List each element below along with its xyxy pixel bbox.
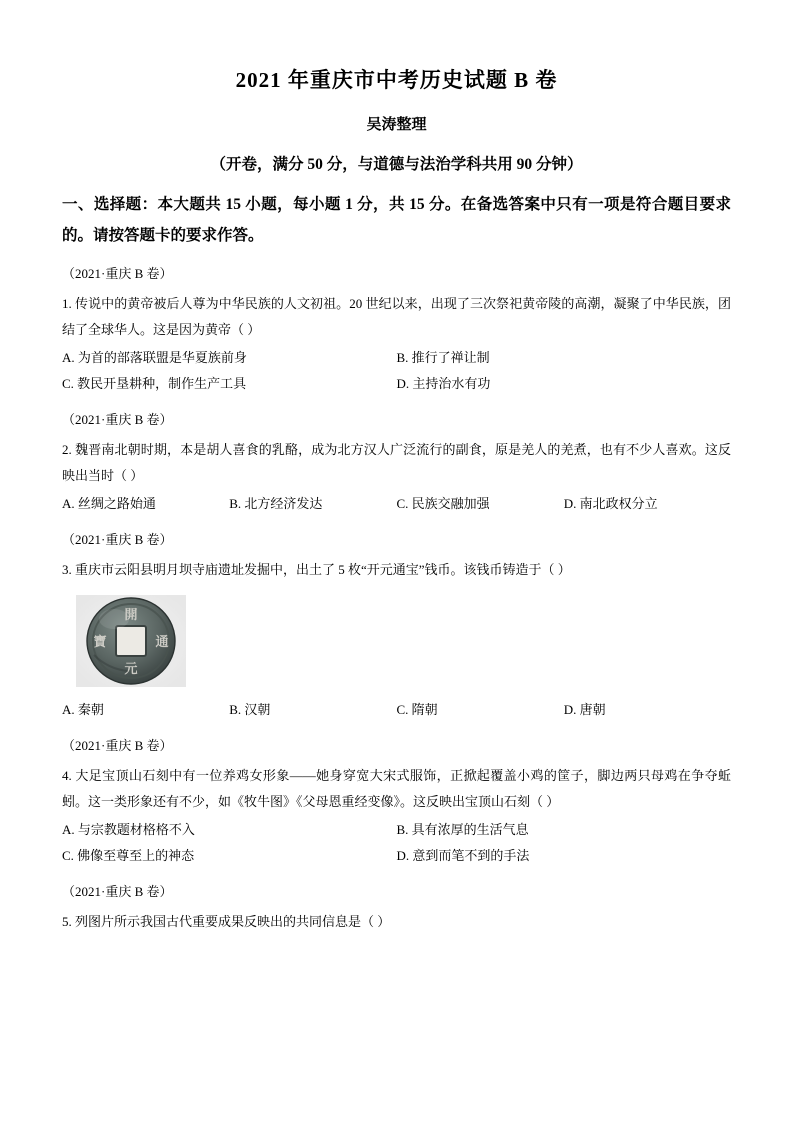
question-options-1 [62,345,731,397]
question-stem-1: 1. 传说中的黄帝被后人尊为中华民族的人文初祖。20 世纪以来，出现了三次祭祀黄帝陵的高潮，凝聚了中华民族，团结了全球华人。这是因为黄帝（ ） [62,295,731,337]
question-source-2: （2021·重庆 B 卷） [62,411,173,427]
question-source-4: （2021·重庆 B 卷） [62,737,173,753]
svg-text:元: 元 [124,660,138,676]
option-2-A[interactable]: A. 丝绸之路始通 [62,495,156,511]
question-options-4 [62,817,731,869]
question-stem-2: 2. 魏晋南北朝时期，本是胡人喜食的乳酪，成为北方汉人广泛流行的副食，原是羌人的羌煮，也有不少人喜欢。这反映出当时（ ） [62,441,731,483]
option-4-B[interactable]: B. 具有浓厚的生活气息 [396,821,529,837]
option-1-A[interactable]: A. 为首的部落联盟是华夏族前身 [62,349,247,365]
section-heading-multiple-choice: 一、选择题：本大题共 15 小题，每小题 1 分，共 15 分。在备选答案中只有一项是符合题目要求的。请按答题卡的要求作答。 [62,196,731,244]
question-source-1: （2021·重庆 B 卷） [62,265,173,281]
option-2-D[interactable]: D. 南北政权分立 [563,495,658,511]
question-source-3: （2021·重庆 B 卷） [62,531,173,547]
question-stem-4: 4. 大足宝顶山石刻中有一位养鸡女形象——她身穿宽大宋式服饰，正掀起覆盖小鸡的筐子，脚边两只母鸡在争夺蚯蚓。这一类形象还有不少，如《牧牛图》《父母恩重经变像》。这反映出宝顶山石刻（ ） [62,767,731,809]
question-stem-5: 5. 列图片所示我国古代重要成果反映出的共同信息是（ ） [62,913,391,929]
question-stem-3: 3. 重庆市云阳县明月坝寺庙遗址发掘中，出土了 5 枚“开元通宝”钱币。该钱币铸造于（ ） [62,561,571,577]
kaiyuan-tongbao-coin-photo [76,595,731,687]
svg-text:通: 通 [155,633,169,649]
question-options-3 [62,697,731,723]
option-1-D[interactable]: D. 主持治水有功 [396,375,491,391]
question-options-2 [62,491,731,517]
document-author: 吴涛整理 [366,117,427,134]
option-1-B[interactable]: B. 推行了禅让制 [396,349,490,365]
option-1-C[interactable]: C. 教民开垦耕种，制作生产工具 [62,375,247,391]
option-3-D[interactable]: D. 唐朝 [563,701,606,717]
document-subtitle: （开卷，满分 50 分，与道德与法治学科共用 90 分钟） [210,156,583,174]
svg-text:寶: 寶 [93,633,107,649]
question-source-5: （2021·重庆 B 卷） [62,883,173,899]
option-3-B[interactable]: B. 汉朝 [229,701,271,717]
option-3-C[interactable]: C. 隋朝 [396,701,438,717]
option-2-C[interactable]: C. 民族交融加强 [396,495,490,511]
option-4-A[interactable]: A. 与宗教题材格格不入 [62,821,195,837]
option-4-D[interactable]: D. 意到而笔不到的手法 [396,847,530,863]
option-2-B[interactable]: B. 北方经济发达 [229,495,323,511]
option-3-A[interactable]: A. 秦朝 [62,701,104,717]
svg-text:開: 開 [124,606,138,622]
option-4-C[interactable]: C. 佛像至尊至上的神态 [62,847,195,863]
page-title: 2021 年重庆市中考历史试题 B 卷 [235,68,558,92]
